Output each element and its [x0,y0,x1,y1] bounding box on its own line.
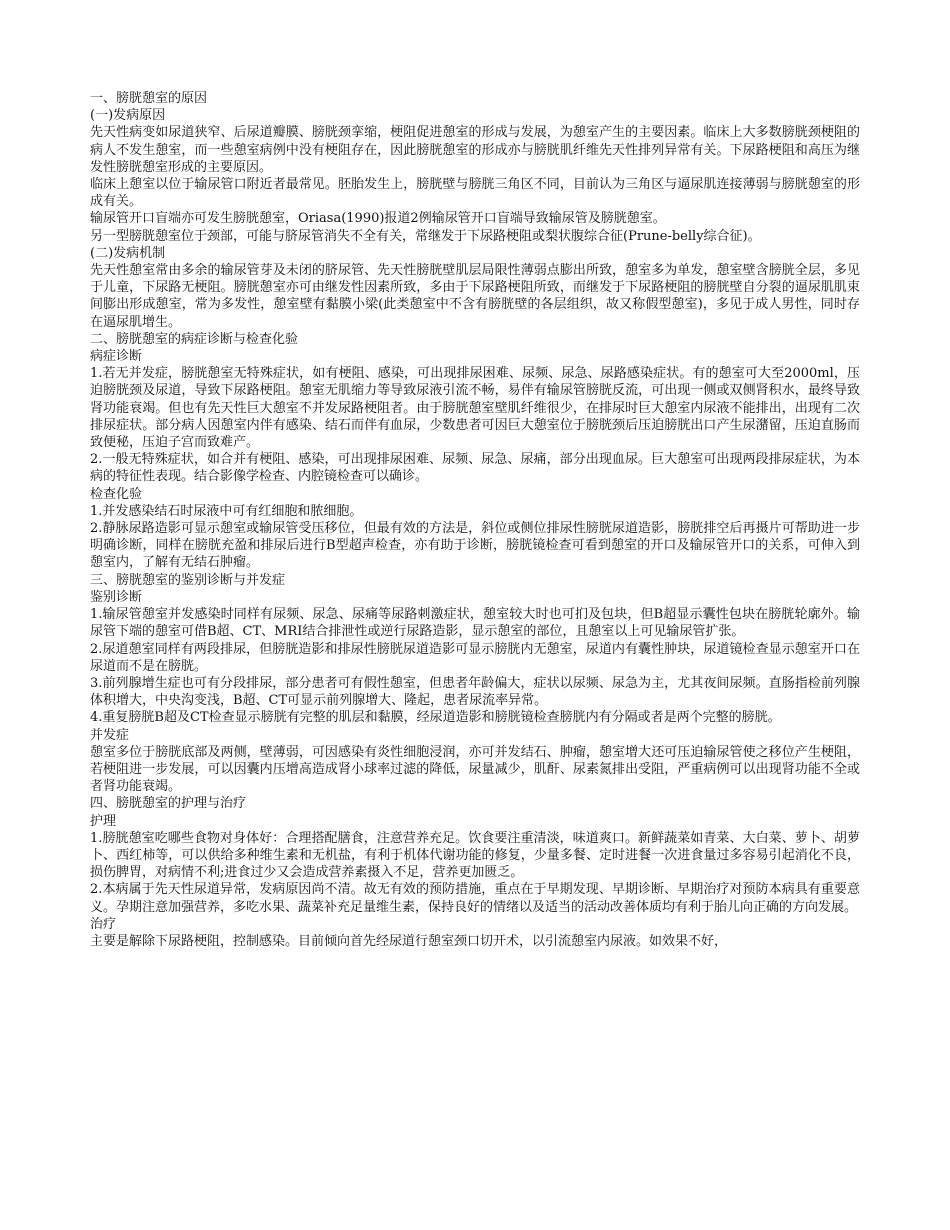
paragraph: 1.若无并发症，膀胱憩室无特殊症状，如有梗阻、感染，可出现排尿困难、尿频、尿急、尿路感染症状。有的憩室可大至2000ml，压迫膀胱颈及尿道，导致下尿路梗阻。憩室无肌缩力等导致尿液引流不畅，易伴有输尿管膀胱反流，可出现一侧或双侧肾积水，最终导致肾功能衰竭。但也有先天性巨大憩室不并发尿路梗阻者。由于膀胱憩室壁肌纤维很少，在排尿时巨大憩室内尿液不能排出，出现有二次排尿症状。部分病人因憩室内伴有感染、结石而伴有血尿，少数患者可因巨大憩室位于膀胱颈后压迫膀胱出口产生尿潴留，压迫直肠而致便秘，压迫子宫而致难产。 [90,366,860,451]
section-4-treatment-title: 治疗 [90,916,117,932]
section-4-care-title: 护理 [90,813,117,829]
paragraph: 临床上憩室以位于输尿管口附近者最常见。胚胎发生上，膀胱壁与膀胱三角区不同，目前认为三角区与逼尿肌连接薄弱与膀胱憩室的形成有关。 [90,177,860,210]
paragraph: 憩室多位于膀胱底部及两侧，壁薄弱，可因感染有炎性细胞浸润，亦可并发结石、肿瘤，憩室增大还可压迫输尿管使之移位产生梗阻，若梗阻进一步发展，可以因囊内压增高造成肾小球率过滤的降低，尿量减少，肌酐、尿素氮排出受阻，严重病例可以出现肾功能不全或者肾功能衰竭。 [90,744,860,795]
section-2-title: 二、膀胱憩室的病症诊断与检查化验 [90,331,299,347]
paragraph: 主要是解除下尿路梗阻，控制感染。目前倾向首先经尿道行憩室颈口切开术，以引流憩室内尿液。如效果不好， [90,933,728,949]
paragraph: 2.静脉尿路造影可显示憩室或输尿管受压移位，但最有效的方法是，斜位或侧位排尿性膀胱尿道造影，膀胱排空后再摄片可帮助进一步明确诊断，同样在膀胱充盈和排尿后进行B型超声检查，亦有助于诊断，膀胱镜检查可看到憩室的开口及输尿管开口的关系，可伸入到憩室内，了解有无结石肿瘤。 [90,521,860,571]
section-4-title: 四、膀胱憩室的护理与治疗 [90,796,247,812]
paragraph: 4.重复膀胱B超及CT检查显示膀胱有完整的肌层和黏膜，经尿道造影和膀胱镜检查膀胱内有分隔或者是两个完整的膀胱。 [90,710,781,726]
section-1-title: 一、膀胱憩室的原因 [90,91,208,106]
paragraph: 1.膀胱憩室吃哪些食物对身体好：合理搭配膳食，注意营养充足。饮食要注重清淡，味道爽口。新鲜蔬菜如青菜、大白菜、萝卜、胡萝卜、西红柿等，可以供给多种维生素和无机盐，有利于机体代谢功能的修复，少量多餐、定时进餐一次进食量过多容易引起消化不良，损伤脾胃，对病情不利;进食过少又会造成营养素摄入不足，营养更加匮乏。 [90,830,860,881]
paragraph: 另一型膀胱憩室位于颈部，可能与脐尿管消失不全有关，常继发于下尿路梗阻或梨状腹综合征(Prune-belly综合征)。 [90,228,761,244]
section-2-lab-title: 检查化验 [90,486,143,502]
section-1-sub-2-title: (二)发病机制 [90,245,166,261]
paragraph: 3.前列腺增生症也可有分段排尿，部分患者可有假性憩室，但患者年龄偏大，症状以尿频、尿急为主，尤其夜间尿频。直肠指检前列腺体积增大，中央沟变浅，B超、CT可显示前列腺增大、隆起，患者尿流率异常。 [90,675,860,709]
paragraph: 先天性病变如尿道狭窄、后尿道瓣膜、膀胱颈挛缩，梗阻促进憩室的形成与发展，为憩室产生的主要因素。临床上大多数膀胱颈梗阻的病人不发生憩室，而一些憩室病例中没有梗阻存在，因此膀胱憩室的形成亦与膀胱肌纤维先天性排列异常有关。下尿路梗阻和高压为继发性膀胱憩室形成的主要原因。 [90,125,860,175]
paragraph: 先天性憩室常由多余的输尿管芽及未闭的脐尿管、先天性膀胱壁肌层局限性薄弱点膨出所致，憩室多为单发，憩室壁含膀胱全层，多见于儿童，下尿路无梗阻。膀胱憩室亦可由继发性因素所致，多由于下尿路梗阻所致，而继发于下尿路梗阻的膀胱壁自分裂的逼尿肌肌束间膨出形成憩室，常为多发性，憩室壁有黏膜小梁(此类憩室中不含有膀胱壁的各层组织，故又称假型憩室)，多见于成人男性，同时存在逼尿肌增生。 [90,263,860,330]
paragraph: 1.并发感染结石时尿液中可有红细胞和脓细胞。 [90,503,363,519]
paragraph: 2.本病属于先天性尿道异常，发病原因尚不清。故无有效的预防措施，重点在于早期发现、早期诊断、早期治疗对预防本病具有重要意义。孕期注意加强营养，多吃水果、蔬菜补充足量维生素，保持良好的情绪以及适当的活动改善体质均有利于胎儿向正确的方向发展。 [90,882,860,915]
paragraph: 2.一般无特殊症状，如合并有梗阻、感染，可出现排尿困难、尿频、尿急、尿痛，部分出现血尿。巨大憩室可出现两段排尿症状，为本病的特征性表现。结合影像学检查、内腔镜检查可以确诊。 [90,452,860,485]
paragraph: 输尿管开口盲端亦可发生膀胱憩室，Oriasa(1990)报道2例输尿管开口盲端导致输尿管及膀胱憩室。 [90,211,666,227]
section-3-differential-title: 鉴别诊断 [90,589,143,605]
section-1-sub-1-title: (一)发病原因 [90,108,166,124]
document-page [90,90,860,950]
paragraph: 2.尿道憩室同样有两段排尿，但膀胱造影和排尿性膀胱尿道造影可显示膀胱内无憩室，尿道内有囊性肿块，尿道镜检查显示憩室开口在尿道而不是在膀胱。 [90,641,860,674]
section-3-title: 三、膀胱憩室的鉴别诊断与并发症 [90,572,286,588]
paragraph: 1.输尿管憩室并发感染时同样有尿频、尿急、尿痛等尿路刺激症状，憩室较大时也可扪及包块，但B超显示囊性包块在膀胱轮廓外。输尿管下端的憩室可借B超、CT、MRI结合排泄性或逆行尿路造影，显示憩室的部位，且憩室以上可见输尿管扩张。 [90,607,860,640]
section-3-complication-title: 并发症 [90,727,130,743]
section-2-diagnosis-title: 病症诊断 [90,349,143,365]
